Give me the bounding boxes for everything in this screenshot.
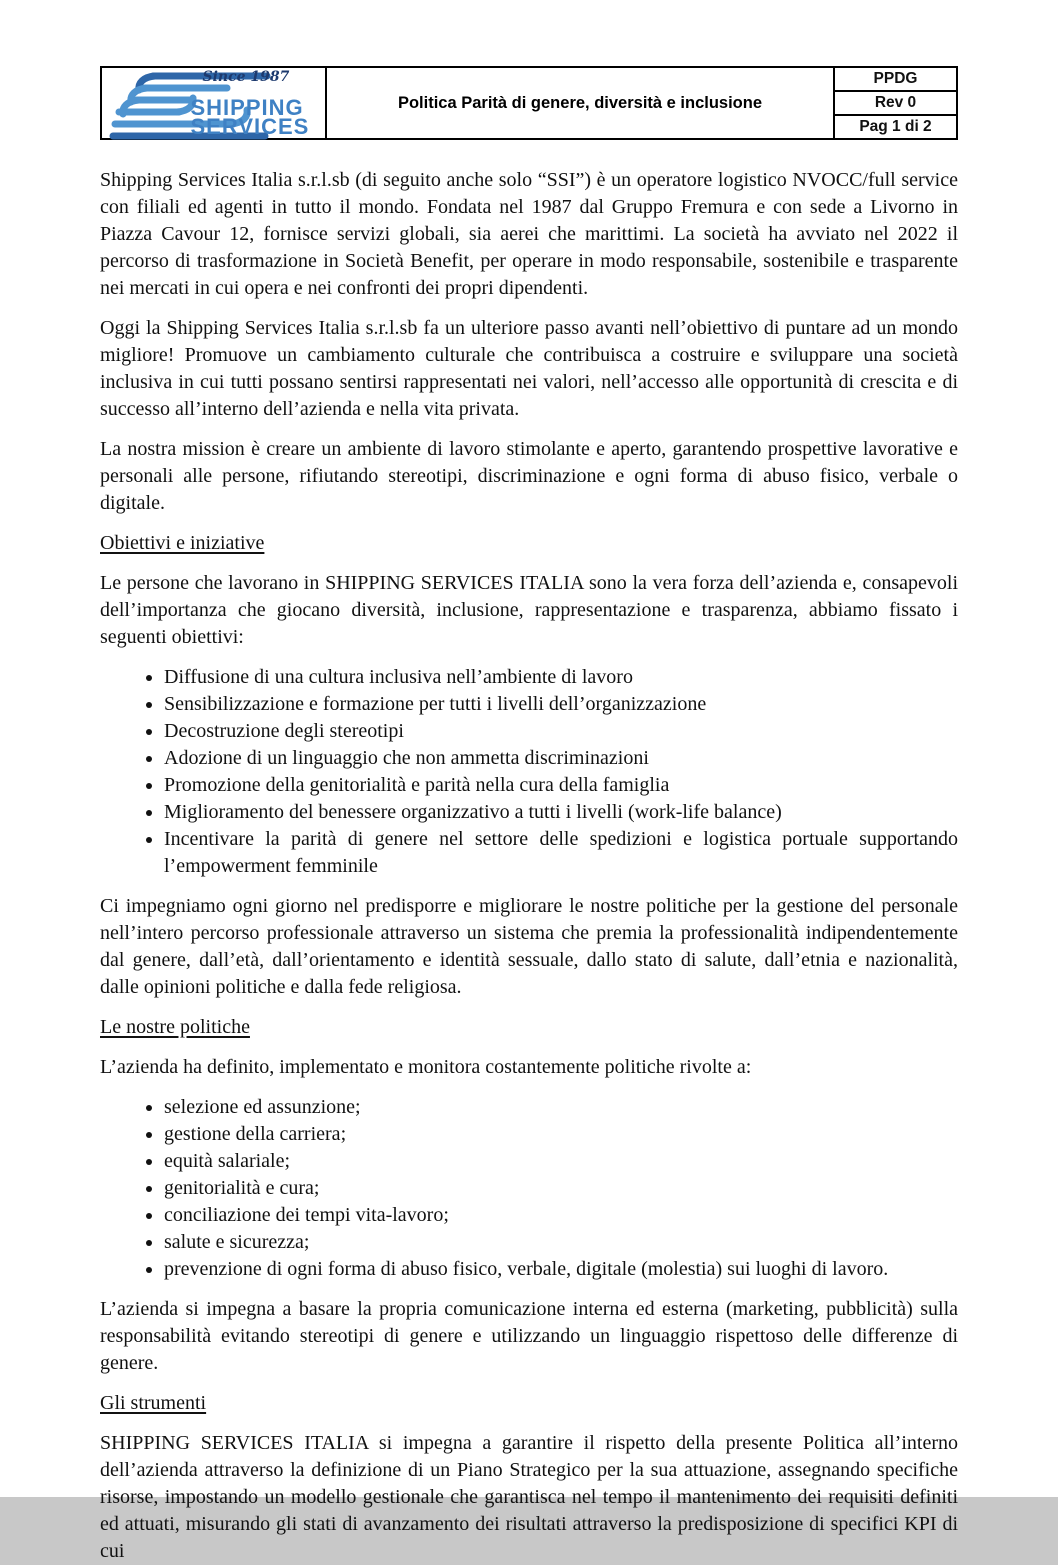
section-heading-tools: Gli strumenti [100, 1392, 207, 1414]
list-item: • conciliazione dei tempi vita-lavoro; [164, 1202, 958, 1229]
list-item: • Sensibilizzazione e formazione per tutti i livelli dell’organizzazione [164, 691, 958, 718]
paragraph-today: Oggi la Shipping Services Italia s.r.l.sb fa un ulteriore passo avanti nell’obiettivo di puntare ad un mondo migliore! Promuove un cambiamento culturale che contribuisca a costruire e sviluppare una società inclusiva in cui tutti possano sentirsi rappresentati nei valori, nell’accesso alle opportunità di crescita e di successo all’interno dell’azienda e nella vita privata. [100, 317, 958, 420]
document-title: Politica Parità di genere, diversità e inclusione [327, 68, 835, 138]
doc-revision: Rev 0 [835, 90, 956, 114]
logo-brand-line2: SERVICES [190, 113, 310, 139]
shipping-services-logo [107, 69, 321, 137]
list-item: • salute e sicurezza; [164, 1229, 958, 1256]
paragraph-commitment: Ci impegniamo ogni giorno nel predisporre e migliorare le nostre politiche per la gestione del personale nell’intero percorso professionale attraverso un sistema che premia la professionalità indipendentemente dal genere, dall’età, dall’orientamento e identità sessuale, dallo stato di salute, dall’etnia e nazionalità, dalle opinioni politiche e dalla fede religiosa. [100, 895, 958, 998]
logo-brand-text [190, 95, 310, 139]
paragraph-mission: La nostra mission è creare un ambiente di lavoro stimolante e aperto, garantendo prospettive lavorative e personali alle persone, rifiutando stereotipi, discriminazione e ogni forma di abuso fisico, verbale o digitale. [100, 438, 958, 514]
list-item: • gestione della carriera; [164, 1121, 958, 1148]
document-body [100, 167, 958, 1565]
list-item: • Miglioramento del benessere organizzativo a tutti i livelli (work-life balance) [164, 799, 958, 826]
paragraph-people: Le persone che lavorano in SHIPPING SERVICES ITALIA sono la vera forza dell’azienda e, consapevoli dell’importanza che giocano diversità, inclusione, rappresentazione e trasparenza, abbiamo fissato i seguenti obiettivi: [100, 572, 958, 648]
list-item: • Decostruzione degli stereotipi [164, 718, 958, 745]
paragraph-policies-intro: L’azienda ha definito, implementato e monitora costantemente politiche rivolte a: [100, 1056, 752, 1078]
list-item: • Promozione della genitorialità e parità nella cura della famiglia [164, 772, 958, 799]
list-item: • Diffusione di una cultura inclusiva nell’ambiente di lavoro [164, 664, 958, 691]
paragraph-communication: L’azienda si impegna a basare la propria comunicazione interna ed esterna (marketing, pubblicità) sulla responsabilità evitando stereotipi di genere e utilizzando un linguaggio rispettoso delle differenze di genere. [100, 1298, 958, 1374]
logo-cell [102, 68, 327, 138]
logo-brand-line1: SHIPPING [190, 95, 304, 120]
list-item: • Adozione di un linguaggio che non ammetta discriminazioni [164, 745, 958, 772]
list-item: • selezione ed assunzione; [164, 1094, 958, 1121]
list-item: • Incentivare la parità di genere nel settore delle spedizioni e logistica portuale supportando l’empowerment femminile [164, 826, 958, 880]
doc-page-number: Pag 1 di 2 [835, 114, 956, 138]
document-meta [835, 68, 956, 138]
list-item: • prevenzione di ogni forma di abuso fisico, verbale, digitale (molestia) sui luoghi di lavoro. [164, 1256, 958, 1283]
section-heading-objectives: Obiettivi e iniziative [100, 532, 265, 554]
list-item: • equità salariale; [164, 1148, 958, 1175]
list-item: • genitorialità e cura; [164, 1175, 958, 1202]
doc-code: PPDG [873, 70, 918, 87]
document-header [100, 66, 958, 140]
logo-since-text: Since 1987 [202, 69, 290, 85]
paragraph-intro: Shipping Services Italia s.r.l.sb (di seguito anche solo “SSI”) è un operatore logistico NVOCC/full service con filiali ed agenti in tutto il mondo. Fondata nel 1987 dal Gruppo Fremura e con sede a Livorno in Piazza Cavour 12, fornisce servizi globali, sia aerei che marittimi. La società ha avviato nel 2022 il percorso di trasformazione in Società Benefit, per operare in modo responsabile, sostenibile e trasparente nei mercati in cui opera e nei confronti dei propri dipendenti. [100, 169, 958, 299]
bullet-list-policies [100, 1094, 958, 1283]
paragraph-tools: SHIPPING SERVICES ITALIA si impegna a garantire il rispetto della presente Politica all’interno dell’azienda attraverso la definizione di un Piano Strategico per la sua attuazione, assegnando specifiche risorse, impostando un modello gestionale che garantisca nel tempo il mantenimento dei requisiti definiti ed attuati, misurando gli stati di avanzamento dei risultati attraverso la predisposizione di specifici KPI di cui [100, 1432, 958, 1562]
bullet-list-objectives [100, 664, 958, 880]
section-heading-policies: Le nostre politiche [100, 1016, 250, 1038]
